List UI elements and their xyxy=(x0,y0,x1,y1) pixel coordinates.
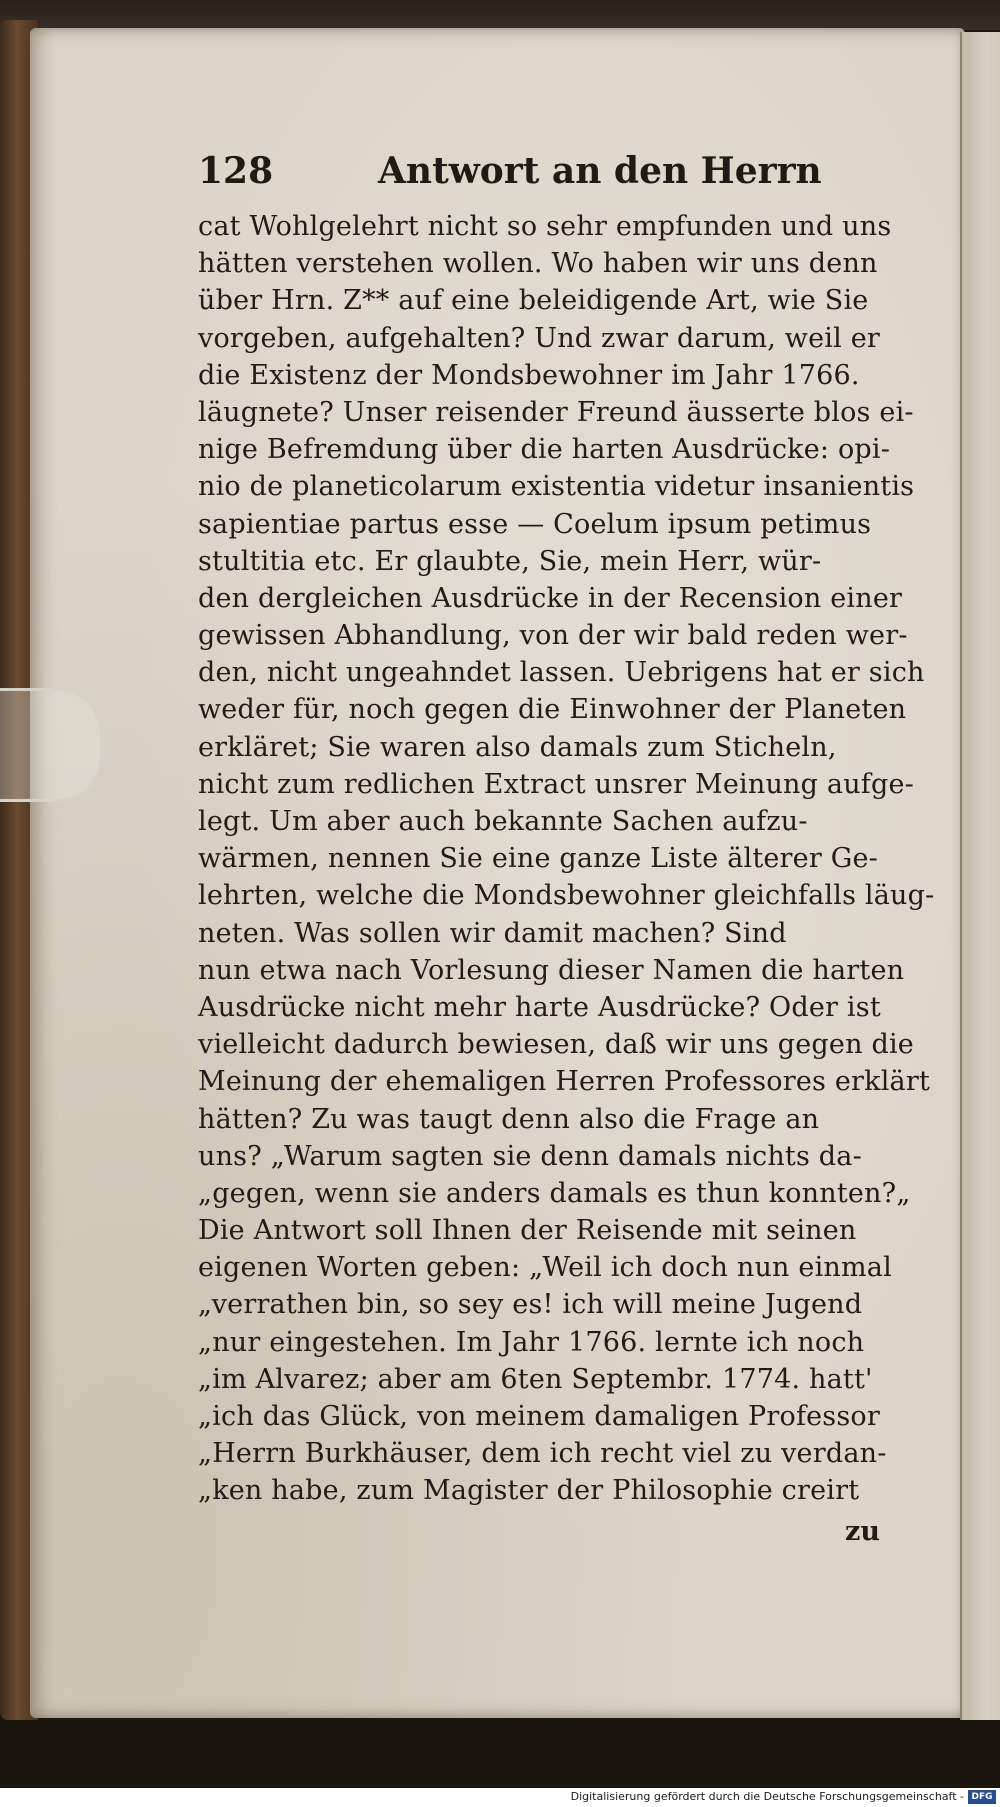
text-line: „nur eingestehen. Im Jahr 1766. lernte ich noch xyxy=(198,1326,865,1358)
text-line: nun etwa nach Vorlesung dieser Namen die harten xyxy=(198,954,905,986)
next-page-edge xyxy=(960,32,1000,1722)
text-line: Meinung der ehemaligen Herren Professores erklärt xyxy=(198,1066,931,1098)
text-line: nige Befremdung über die harten Ausdrücke: opi- xyxy=(198,434,891,466)
text-line: cat Wohlgelehrt nicht so sehr empfunden und uns xyxy=(198,211,892,242)
funding-credit: Digitalisierung gefördert durch die Deutsche Forschungsgemeinschaft - xyxy=(570,1790,964,1803)
text-line: eigenen Worten geben: „Weil ich doch nun einmal xyxy=(198,1252,892,1284)
text-line: Ausdrücke nicht mehr harte Ausdrücke? Oder ist xyxy=(198,991,881,1023)
text-line: neten. Was sollen wir damit machen? Sind xyxy=(198,917,787,949)
top-shadow xyxy=(0,0,1000,30)
text-line: wärmen, nennen Sie eine ganze Liste älterer Ge- xyxy=(198,843,878,875)
text-line: vorgeben, aufgehalten? Und zwar darum, weil er xyxy=(198,322,881,354)
page-number: 128 xyxy=(198,150,274,192)
text-line: uns? „Warum sagten sie denn damals nichts da- xyxy=(198,1140,862,1172)
text-line: vielleicht dadurch bewiesen, daß wir uns gegen die xyxy=(198,1029,914,1061)
text-line: die Existenz der Mondsbewohner im Jahr 1766. xyxy=(198,359,860,391)
text-line: legt. Um aber auch bekannte Sachen aufzu- xyxy=(198,806,808,837)
text-line: nio de planeticolarum existentia videtur insanientis xyxy=(198,471,915,503)
text-line: „verrathen bin, so sey es! ich will meine Jugend xyxy=(198,1289,863,1321)
text-line: „gegen, wenn sie anders damals es thun konnten?„ xyxy=(198,1177,911,1209)
dfg-logo: DFG xyxy=(968,1790,996,1804)
text-line: läugnete? Unser reisender Freund äusserte blos ei- xyxy=(198,396,914,428)
text-line: „ken habe, zum Magister der Philosophie creirt xyxy=(198,1475,860,1507)
text-line: Die Antwort soll Ihnen der Reisende mit seinen xyxy=(198,1215,857,1247)
catchword: zu xyxy=(845,1516,880,1547)
text-line: lehrten, welche die Mondsbewohner gleichfalls läug- xyxy=(198,880,935,912)
text-line: „Herrn Burkhäuser, dem ich recht viel zu verdan- xyxy=(198,1438,887,1470)
text-line: hätten? Zu was taugt denn also die Frage an xyxy=(198,1103,820,1135)
text-line: stultitia etc. Er glaubte, Sie, mein Herr, wür- xyxy=(198,545,822,577)
bookmark-tab xyxy=(0,688,103,802)
text-line: erkläret; Sie waren also damals zum Sticheln, xyxy=(198,731,837,763)
text-line: den, nicht ungeahndet lassen. Uebrigens hat er sich xyxy=(198,657,925,689)
text-line: weder für, noch gegen die Einwohner der Planeten xyxy=(198,694,907,726)
text-line: gewissen Abhandlung, von der wir bald reden wer- xyxy=(198,620,908,652)
running-head: Antwort an den Herrn xyxy=(378,150,822,192)
text-line: hätten verstehen wollen. Wo haben wir uns denn xyxy=(198,248,878,280)
text-line: den dergleichen Ausdrücke in der Recension einer xyxy=(198,582,903,614)
body-text xyxy=(198,208,935,1510)
text-line: „im Alvarez; aber am 6ten Septembr. 1774. hatt' xyxy=(198,1363,873,1395)
text-line: sapientiae partus esse — Coelum ipsum petimus xyxy=(198,508,872,540)
text-line: über Hrn. Z** auf eine beleidigende Art, wie Sie xyxy=(198,285,869,317)
text-line: nicht zum redlichen Extract unsrer Meinung aufge- xyxy=(198,768,914,800)
credit-strip xyxy=(0,1788,1000,1807)
text-line: „ich das Glück, von meinem damaligen Professor xyxy=(198,1401,880,1432)
page-header xyxy=(198,150,898,200)
